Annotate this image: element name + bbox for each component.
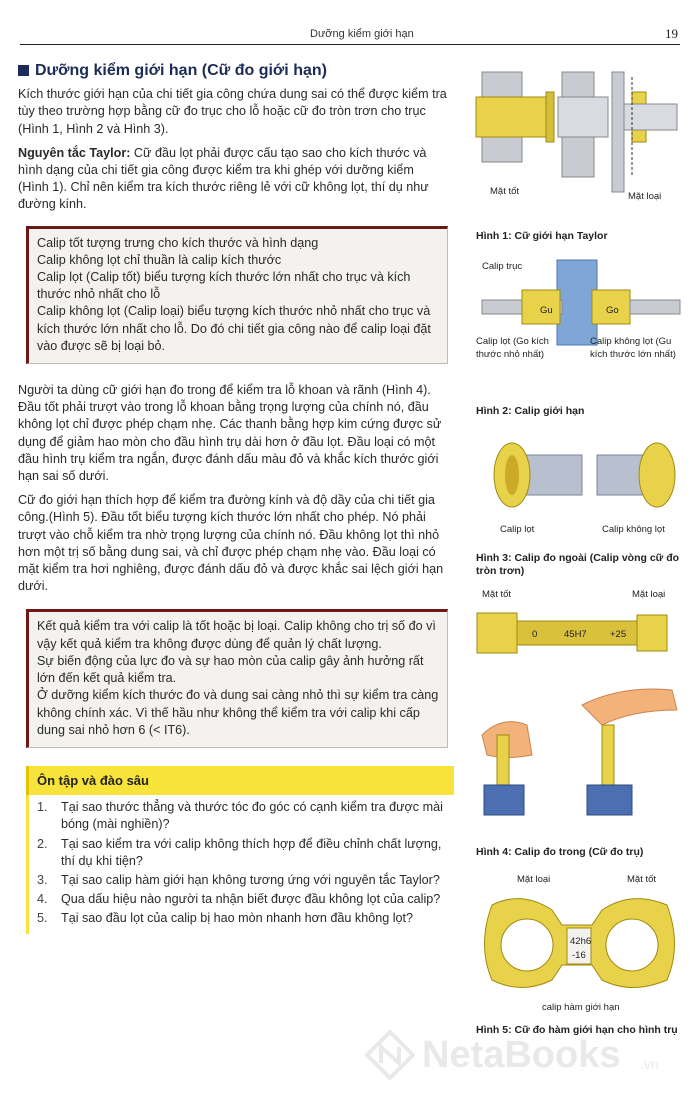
figure-3-caption: Hình 3: Calip đo ngoài (Calip vòng cữ đo tròn trơn) bbox=[476, 552, 680, 577]
figure-1-caption: Hình 1: Cữ giới hạn Taylor bbox=[476, 230, 608, 242]
note-box-results bbox=[26, 609, 448, 747]
snap-gauge-illustration bbox=[472, 870, 687, 1015]
fig2-top-label: Calip trục bbox=[482, 261, 523, 272]
review-question: 3. Tại sao calip hàm giới hạn không tương ứng với nguyên tắc Taylor? bbox=[37, 872, 440, 887]
page-number: 19 bbox=[665, 26, 678, 41]
fig1-right-label: Mặt loại bbox=[628, 191, 662, 202]
paragraph-limit-gauge: Cữ đo giới hạn thích hợp để kiểm tra đường kính và độ dầy của chi tiết gia công.(Hình 5). Đầu tốt biểu tượng kích thước lớn nhất cho phép. Nó phải trượt vào chỗ kiểm tra nhờ trọng lượng của chính nó. Đầu không lọt thì nhỏ hơn một trị số bằng dung sai, và chỉ được phép chạm nhẹ vào. Đầu loại có mặt kiểm tra hơi nghiêng, được đánh dấu đỏ và được khắc sai lệch giới hạn dưới. bbox=[18, 493, 444, 594]
review-question: 4. Qua dấu hiệu nào người ta nhận biết được đầu không lọt của calip? bbox=[37, 892, 441, 907]
mark-plus25: +25 bbox=[610, 629, 627, 640]
fig2-left-label: Calip lọt (Go kích thước nhỏ nhất) bbox=[476, 336, 549, 360]
review-list bbox=[26, 795, 454, 933]
review-question: 5. Tại sao đầu lọt của calip bị hao mòn nhanh hơn đầu không lọt? bbox=[37, 911, 414, 926]
mark-minus16: -16 bbox=[572, 950, 586, 961]
figure-5-caption: Hình 5: Cữ đo hàm giới hạn cho hình trụ bbox=[476, 1024, 678, 1036]
rule-line: Calip không lọt (Calip loại) biểu tượng kích thước nhỏ nhất cho trục và kích thước lớn nhất cho lỗ. Do đó chi tiết gia công nào để calip loại đặt vào được sẽ bị loại bỏ. bbox=[37, 304, 431, 353]
gu-label: Gu bbox=[540, 305, 553, 316]
fig3-left-label: Calip lọt bbox=[500, 524, 535, 535]
mark-45h7: 45H7 bbox=[564, 629, 587, 640]
section-title: Dưỡng kiểm giới hạn (Cữ đo giới hạn) bbox=[18, 62, 448, 79]
figure-4-plug-gauge bbox=[472, 585, 687, 835]
fig5-left-label: Mặt loại bbox=[517, 874, 551, 885]
plug-gauge-illustration bbox=[472, 585, 687, 835]
figure-3-ring-gauge bbox=[472, 430, 687, 540]
rule-line: Calip tốt tượng trưng cho kích thước và hình dạng bbox=[37, 235, 319, 250]
taylor-label: Nguyên tắc Taylor: bbox=[18, 145, 131, 160]
go-label: Go bbox=[606, 305, 619, 316]
figure-2-caption: Hình 2: Calip giới hạn bbox=[476, 405, 585, 417]
paragraph-taylor: Nguyên tắc Taylor: Cữ đầu lọt phải được cấu tạo sao cho kích thước và hình dạng của chi tiết gia công được kiểm tra khi ghép với dưỡng kiểm (Hình 1). Chỉ nên kiểm tra kích thước riêng lẻ với cữ không lọt, thí dụ như đường kính. bbox=[18, 145, 429, 212]
review-box bbox=[26, 766, 454, 934]
fig1-left-label: Mặt tốt bbox=[490, 186, 520, 197]
square-bullet-icon bbox=[18, 65, 29, 76]
ring-gauge-illustration bbox=[472, 430, 687, 540]
fig4-left-label: Mặt tốt bbox=[482, 589, 512, 600]
fig2-right-label: Calip không lọt (Gu kích thước lớn nhất) bbox=[590, 336, 676, 360]
rule-line: Calip lọt (Calip tốt) biểu tượng kích thước lớn nhất cho trục và kích thước nhỏ nhất cho lỗ bbox=[37, 270, 411, 302]
main-text-column bbox=[18, 62, 448, 934]
figure-4-caption: Hình 4: Calip đo trong (Cữ đo trụ) bbox=[476, 846, 644, 858]
note-line: Ở dưỡng kiểm kích thước đo và dung sai càng nhỏ thì sự kiểm tra càng không chính xác. Vì thế hầu như không thể kiểm tra với calip khi cấp dung sai nhỏ hơn 6 (< IT6). bbox=[37, 688, 439, 737]
rule-box-calip bbox=[26, 226, 448, 364]
note-line: Sự biến động của lực đo và sự hao mòn của calip gây ảnh hưởng rất lớn đến kết quả kiểm tra. bbox=[37, 653, 424, 686]
mark-42h6: 42h6 bbox=[570, 936, 592, 947]
mark-zero: 0 bbox=[532, 629, 538, 640]
watermark bbox=[360, 1020, 690, 1090]
paragraph-intro: Kích thước giới hạn của chi tiết gia công chứa dung sai có thể được kiểm tra tùy theo trường hợp bằng cữ đo trục cho lỗ hoặc cữ đo tròn trơn cho trục (Hình 1, Hình 2 và Hình 3). bbox=[18, 87, 447, 136]
review-question: 1. Tại sao thước thẳng và thước tóc đo góc có cạnh kiểm tra được mài bóng (mài nghiền)? bbox=[37, 800, 443, 832]
note-line: Kết quả kiểm tra với calip là tốt hoặc bị loại. Calip không cho trị số đo vì vậy kết quả kiểm tra không được dùng để quản lý chất lượng. bbox=[37, 619, 436, 651]
fig5-bottom-label: calip hàm giới hạn bbox=[542, 1002, 620, 1013]
figure-5-snap-gauge bbox=[472, 870, 687, 1015]
netabooks-logo-icon bbox=[365, 1030, 415, 1080]
running-title: Dưỡng kiểm giới hạn bbox=[310, 28, 414, 40]
figure-2-limit-calip bbox=[472, 255, 687, 390]
fig3-right-label: Calip không lọt bbox=[602, 524, 665, 535]
watermark-text: NetaBooks bbox=[422, 1034, 621, 1076]
review-question: 2. Tại sao kiểm tra với calip không thích hợp để điều chỉnh chất lượng, thí dụ khi tiện? bbox=[37, 836, 442, 868]
running-head bbox=[20, 28, 680, 45]
review-title: Ôn tập và đào sâu bbox=[26, 766, 454, 795]
fig5-right-label: Mặt tốt bbox=[627, 874, 657, 885]
fig4-right-label: Mặt loại bbox=[632, 589, 666, 600]
figure-1-taylor bbox=[472, 62, 687, 212]
taylor-gauge-illustration bbox=[472, 62, 687, 212]
watermark-suffix: .vn bbox=[640, 1056, 659, 1072]
rule-line: Calip không lọt chỉ thuần là calip kích thước bbox=[37, 252, 282, 267]
limit-calip-illustration bbox=[472, 255, 687, 390]
paragraph-inner-gauge: Người ta dùng cữ giới hạn đo trong để kiểm tra lỗ khoan và rãnh (Hình 4). Đầu tốt phải trượt vào trong lỗ khoan bằng trọng lượng của chính nó, đầu không lọt chỉ được phép chạm nhẹ. Các thanh bằng hợp kim cứng được sử dụng để giảm hao mòn cho đầu hình trụ dài hơn ở đầu lọt. Đầu loại có một đầu hình trụ kiểm tra ngắn, được đánh dấu màu đỏ và khắc kích thước giới hạn sai số dưới. bbox=[18, 383, 442, 484]
